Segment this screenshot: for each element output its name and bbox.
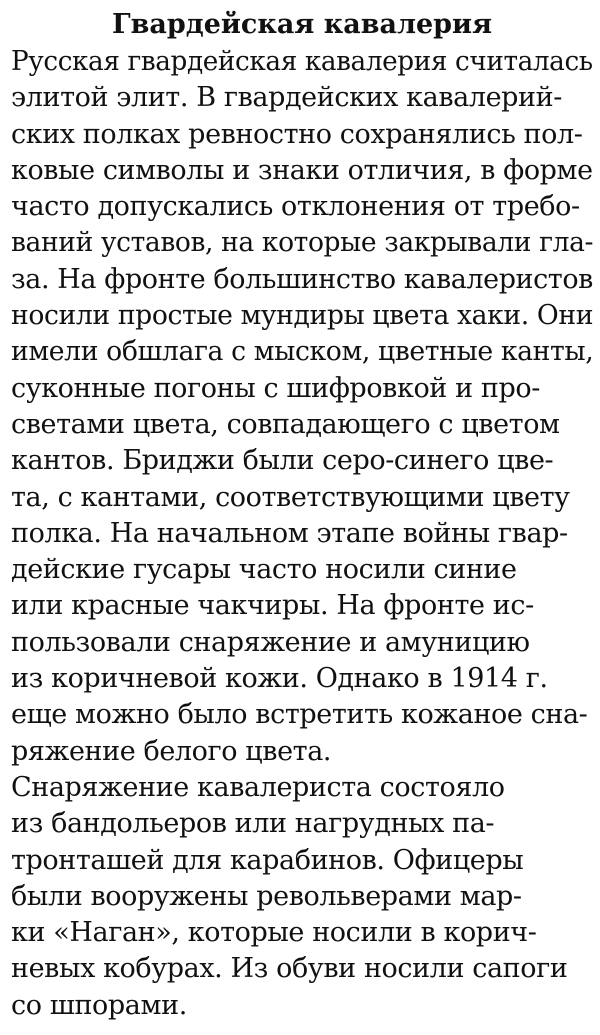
text-line: ряжение белого цвета. <box>11 735 332 767</box>
text-line: кантов. Бриджи были серо-синего цве- <box>11 445 554 477</box>
text-line: полка. На начальном этапе войны гвар- <box>11 517 568 549</box>
document-page <box>11 0 593 1024</box>
text-line: Снаряжение кавалериста состояло <box>11 771 505 803</box>
text-line: ских полках ревностно сохранялись пол- <box>11 118 583 150</box>
text-line: та, с кантами, соответствующими цвету <box>11 481 570 513</box>
text-line: за. На фронте большинство кавалеристов <box>11 263 593 295</box>
text-line: дейские гусары часто носили синие <box>11 554 517 586</box>
text-line: светами цвета, совпадающего с цветом <box>11 408 560 440</box>
text-line: или красные чакчиры. На фронте ис- <box>11 590 534 622</box>
text-line: часто допускались отклонения от требо- <box>11 191 580 223</box>
text-line: из бандольеров или нагрудных па- <box>11 808 495 840</box>
text-line: ковые символы и знаки отличия, в форме <box>11 154 593 186</box>
text-line: суконные погоны с шифровкой и про- <box>11 372 540 404</box>
text-line: со шпорами. <box>11 989 187 1021</box>
text-line: тронташей для карабинов. Офицеры <box>11 844 524 876</box>
text-line: были вооружены револьверами мар- <box>11 880 522 912</box>
text-line: невых кобурах. Из обуви носили сапоги <box>11 953 568 985</box>
document-body <box>11 44 593 1024</box>
text-line: из коричневой кожи. Однако в 1914 г. <box>11 663 548 695</box>
text-line: ваний уставов, на которые закрывали гла- <box>11 227 594 259</box>
text-line: имели обшлага с мыском, цветные канты, <box>11 336 594 368</box>
text-line: элитой элит. В гвардейских кавалерий- <box>11 82 562 114</box>
document-title: Гвардейская кавалерия <box>111 9 493 40</box>
text-line: Русская гвардейская кавалерия считалась <box>11 46 593 77</box>
text-line: пользовали снаряжение и амуницию <box>11 626 530 658</box>
text-line: носили простые мундиры цвета хаки. Они <box>11 300 594 332</box>
text-line: ки «Наган», которые носили в корич- <box>11 917 537 949</box>
text-line: еще можно было встретить кожаное сна- <box>11 699 588 731</box>
